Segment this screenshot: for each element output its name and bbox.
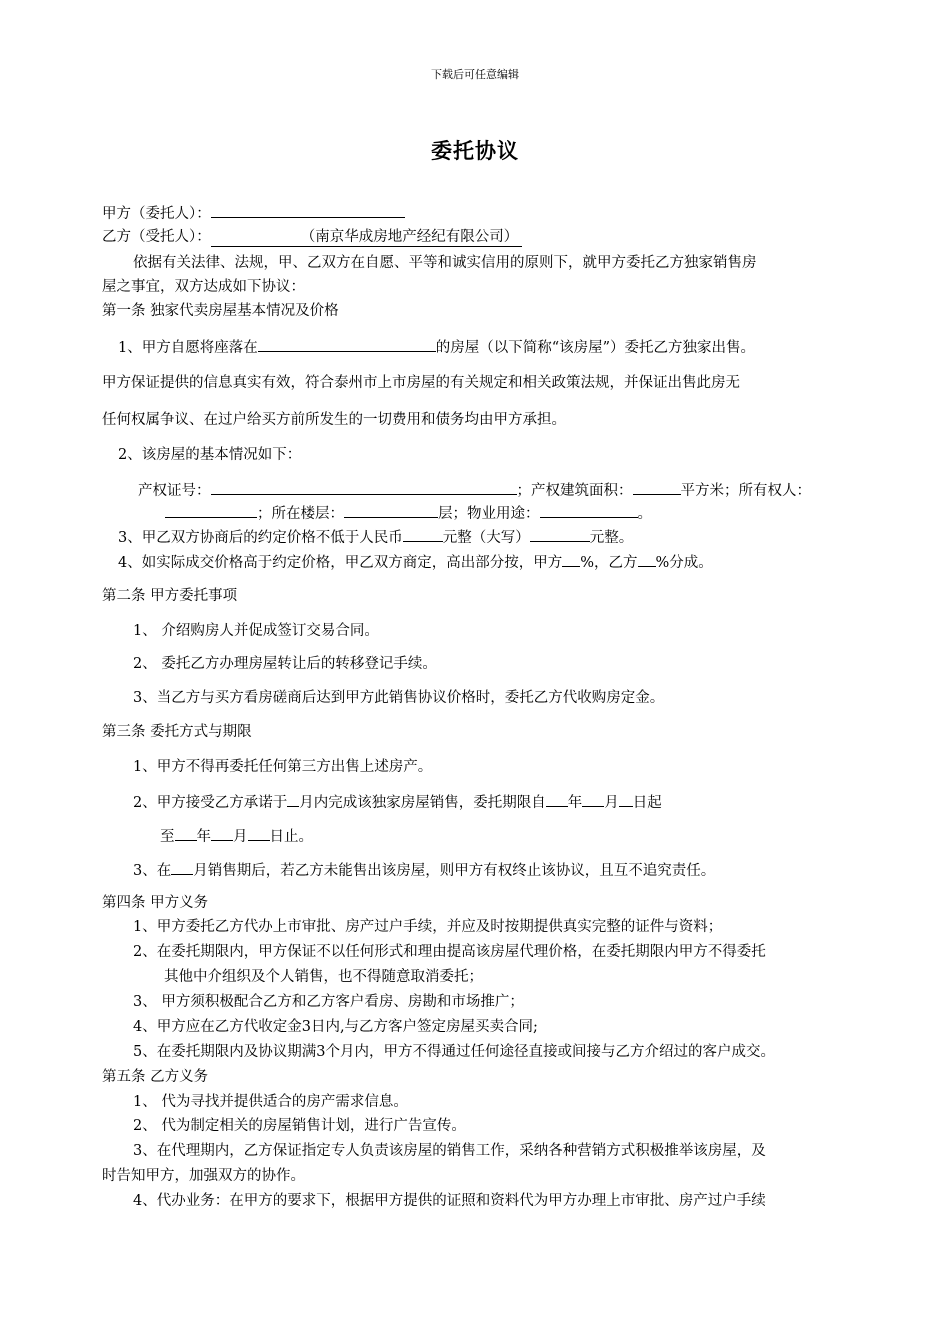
- art2-clause-1: 1、 介绍购房人并促成签订交易合同。: [133, 623, 379, 639]
- art3-clause-3: [133, 859, 715, 881]
- price-suffix: 元整。: [589, 530, 634, 546]
- art3-clause-2-line-2: [160, 825, 313, 847]
- art5-clause-2: 2、 代为制定相关的房屋销售计划，进行广告宣传。: [133, 1118, 466, 1134]
- end-year-text: 年: [196, 829, 211, 845]
- art1-clause-4: [118, 551, 713, 573]
- art2-clause-3: 3、当乙方与买方看房磋商后达到甲方此销售协议价格时，委托乙方代收购房定金。: [133, 690, 665, 706]
- month-text: 月: [604, 795, 619, 811]
- art1-clause-1-line-3: 任何权属争议、在过户给买方前所发生的一切费用和债务均由甲方承担。: [102, 412, 566, 428]
- price-capital-label: 元整（大写）: [442, 530, 530, 546]
- art5-clause-1: 1、 代为寻找并提供适合的房产需求信息。: [133, 1094, 408, 1110]
- start-month-blank[interactable]: [582, 791, 604, 807]
- party-a-share-blank[interactable]: [562, 551, 580, 567]
- floor-label: ；所在楼层：: [257, 506, 344, 522]
- party-b-name: （南京华成房地产经纪有限公司）: [211, 228, 523, 247]
- art4-clause-2: 2、在委托期限内，甲方保证不以任何形式和理由提高该房屋代理价格，在委托期限内甲方不得委托: [133, 944, 766, 960]
- owner-label: 平方米；所有权人：: [680, 483, 811, 499]
- art3-clause-2: [133, 791, 662, 813]
- usage-label: 层；物业用途：: [438, 506, 540, 522]
- cert-no-blank[interactable]: [211, 479, 517, 495]
- art1-clause-1-line-2: 甲方保证提供的信息真实有效，符合泰州市上市房屋的有关规定和相关政策法规，并保证出售此房无: [102, 375, 740, 391]
- page-header: 下载后可任意编辑: [431, 68, 519, 81]
- art4-clause-3: 3、 甲方须积极配合乙方和乙方客户看房、房勘和市场推广；: [133, 994, 524, 1010]
- term-text-b: 月内完成该独家房屋销售，委托期限自: [299, 795, 546, 811]
- art1-c1-post: 的房屋（以下简称“该房屋”）委托乙方独家出售。: [435, 340, 756, 356]
- area-blank[interactable]: [633, 479, 681, 495]
- article-2-heading: 第二条 甲方委托事项: [102, 588, 238, 604]
- owner-blank[interactable]: [165, 502, 257, 518]
- intro-line-2: 屋之事宜，双方达成如下协议：: [102, 279, 305, 295]
- months-blank[interactable]: [287, 791, 299, 807]
- sales-period-blank[interactable]: [171, 859, 193, 875]
- end-year-blank[interactable]: [175, 825, 197, 841]
- property-location-blank[interactable]: [258, 336, 436, 352]
- share-middle: %，乙方: [580, 555, 638, 571]
- party-a-label: 甲方（委托人）：: [102, 206, 211, 222]
- term-text-a: 2、甲方接受乙方承诺于: [133, 795, 288, 811]
- art5-clause-4: 4、代办业务：在甲方的要求下，根据甲方提供的证照和资料代为甲方办理上市审批、房产过户手续: [133, 1193, 766, 1209]
- share-label: 4、如实际成交价格高于约定价格，甲乙双方商定，高出部分按，甲方: [118, 555, 563, 571]
- party-b-share-blank[interactable]: [638, 551, 656, 567]
- art4-clause-1: 1、甲方委托乙方代办上市审批、房产过户手续，并应及时按期提供真实完整的证件与资料；: [133, 919, 723, 935]
- art4-clause-5: 5、在委托期限内及协议期满3个月内，甲方不得通过任何途径直接或间接与乙方介绍过的客户成交。: [133, 1044, 775, 1060]
- art2-clause-2: 2、 委托乙方办理房屋转让后的转移登记手续。: [133, 656, 437, 672]
- day-text: 日起: [632, 795, 662, 811]
- art4-clause-2-line-2: 其他中介组织及个人销售，也不得随意取消委托；: [164, 969, 483, 985]
- floor-blank[interactable]: [344, 502, 438, 518]
- end-month-blank[interactable]: [211, 825, 233, 841]
- year-text: 年: [567, 795, 583, 811]
- article-5-heading: 第五条 乙方义务: [102, 1069, 209, 1085]
- intro-line-1: 依据有关法律、法规，甲、乙双方在自愿、平等和诚实信用的原则下，就甲方委托乙方独家销售房: [133, 255, 757, 271]
- article-3-heading: 第三条 委托方式与期限: [102, 724, 252, 740]
- start-year-blank[interactable]: [546, 791, 568, 807]
- art5-clause-3-line-2: 时告知甲方，加强双方的协作。: [102, 1168, 305, 1184]
- party-b-line: [102, 227, 522, 247]
- sales-period-text-a: 3、在: [133, 863, 172, 879]
- art1-clause-3: [118, 526, 633, 548]
- sales-period-text-b: 月销售期后，若乙方未能售出该房屋，则甲方有权终止该协议，且互不追究责任。: [193, 863, 716, 879]
- party-a-blank[interactable]: [211, 202, 405, 218]
- end-month-text: 月: [233, 829, 248, 845]
- end-day-text: 日止。: [269, 829, 313, 845]
- cert-no-label: 产权证号：: [138, 483, 211, 499]
- price-label: 3、甲乙双方协商后的约定价格不低于人民币: [118, 530, 403, 546]
- art1-clause-1: [118, 336, 755, 358]
- art1-c1-pre: 1、甲方自愿将座落在: [118, 340, 258, 356]
- period: 。: [637, 506, 652, 522]
- document-title: 委托协议: [431, 138, 519, 163]
- art3-clause-1: 1、甲方不得再委托任何第三方出售上述房产。: [133, 759, 433, 775]
- end-day-blank[interactable]: [248, 825, 270, 841]
- price-capital-blank[interactable]: [530, 526, 590, 542]
- start-day-blank[interactable]: [619, 791, 633, 807]
- area-label: ；产权建筑面积：: [516, 483, 633, 499]
- usage-blank[interactable]: [540, 502, 638, 518]
- price-number-blank[interactable]: [403, 526, 443, 542]
- party-b-label: 乙方（受托人）：: [102, 229, 211, 245]
- share-suffix: %分成。: [655, 555, 713, 571]
- art5-clause-3: 3、在代理期内，乙方保证指定专人负责该房屋的销售工作，采纳各种营销方式积极推举该房屋，及: [133, 1143, 766, 1159]
- art1-clause-2: 2、该房屋的基本情况如下：: [118, 447, 302, 463]
- party-a-line: [102, 202, 405, 224]
- to-text: 至: [160, 829, 175, 845]
- article-4-heading: 第四条 甲方义务: [102, 895, 209, 911]
- property-info-line-2: [165, 502, 652, 524]
- art4-clause-4: 4、甲方应在乙方代收定金3日内,与乙方客户签定房屋买卖合同;: [133, 1019, 538, 1035]
- property-info-line-1: [138, 479, 811, 501]
- article-1-heading: 第一条 独家代卖房屋基本情况及价格: [102, 303, 339, 319]
